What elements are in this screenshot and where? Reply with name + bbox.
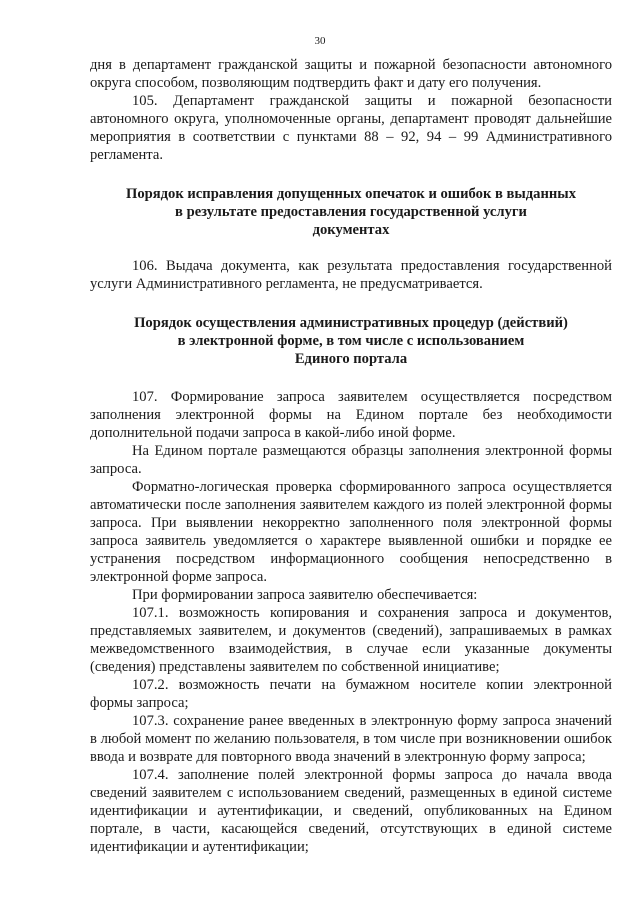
paragraph-107-provided: При формировании запроса заявителю обеспечивается: (132, 587, 478, 603)
paragraph-105: 105. Департамент гражданской защиты и пожарной безопасности автономного округа, уполномоченные органы, департамент проводят дальнейшие мероприятия в соответствии с пунктами 88 – 92, 94 – 99 Административного регламента. (90, 93, 612, 163)
paragraph-107: 107. Формирование запроса заявителем осуществляется посредством заполнения электронной формы на Едином портале без необходимости дополнительной подачи запроса в какой-либо иной форме. (90, 389, 612, 441)
heading-line: Порядок исправления допущенных опечаток и ошибок в выданных (126, 186, 576, 202)
heading-line: Порядок осуществления административных процедур (действий) (134, 315, 568, 331)
paragraph-107-2: 107.2. возможность печати на бумажном носителе копии электронной формы запроса; (90, 677, 612, 711)
paragraph-continuation: дня в департамент гражданской защиты и пожарной безопасности автономного округа способом, позволяющим подтвердить факт и дату его получения. (90, 57, 612, 91)
heading-line: документах (312, 222, 390, 238)
section-heading-corrections (90, 185, 612, 239)
section-heading-electronic (90, 314, 612, 368)
heading-line: в электронной форме, в том числе с использованием (177, 333, 525, 349)
heading-line: в результате предоставления государственной услуги (175, 204, 527, 220)
page-number: 30 (314, 35, 326, 47)
paragraph-107-validation: Форматно-логическая проверка сформированного запроса осуществляется автоматически после заполнения заявителем каждого из полей электронной формы запроса. При выявлении некорректно заполненного поля электронной формы запроса заявитель уведомляется о характере выявленной ошибки и порядке ее устранения посредством информационного сообщения непосредственно в электронной форме запроса. (90, 479, 612, 585)
document-body (90, 56, 612, 856)
paragraph-107-samples: На Едином портале размещаются образцы заполнения электронной формы запроса. (90, 443, 612, 477)
paragraph-106: 106. Выдача документа, как результата предоставления государственной услуги Административного регламента, не предусматривается. (90, 258, 612, 292)
paragraph-107-3: 107.3. сохранение ранее введенных в электронную форму запроса значений в любой момент по желанию пользователя, в том числе при возникновении ошибок ввода и возврате для повторного ввода значений в электронную форму запроса; (90, 713, 612, 765)
paragraph-107-1: 107.1. возможность копирования и сохранения запроса и документов, представляемых заявителем, и документов (сведений), запрашиваемых в рамках межведомственного взаимодействия, в случае если указанные документы (сведения) представлены заявителем по собственной инициативе; (90, 605, 612, 675)
paragraph-107-4: 107.4. заполнение полей электронной формы запроса до начала ввода сведений заявителем с использованием сведений, размещенных в единой системе идентификации и аутентификации, и сведений, опубликованных на Едином портале, в части, касающейся сведений, отсутствующих в единой системе идентификации и аутентификации; (90, 767, 612, 855)
heading-line: Единого портала (294, 351, 408, 367)
